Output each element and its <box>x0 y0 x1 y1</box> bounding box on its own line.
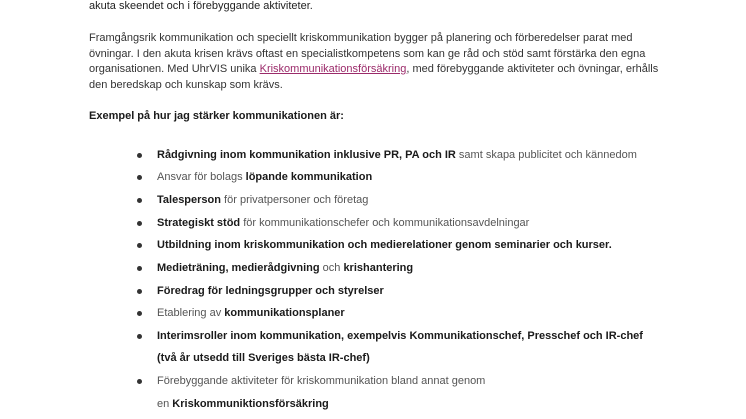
insurance-link[interactable]: Kriskommunikationsförsäkring <box>259 63 407 75</box>
intro-tail-text: akuta skeendet och i förebyggande aktiviteter. <box>89 0 313 12</box>
list-item-continuation: (två år utsedd till Sveriges bästa IR-chef) <box>157 352 370 364</box>
bullet-icon <box>137 198 142 203</box>
list-heading: Exempel på hur jag stärker kommunikationen är: <box>89 110 344 122</box>
bullet-icon <box>137 311 142 316</box>
list-item: Strategiskt stöd för kommunikationschefer och kommunikationsavdelningar <box>157 216 677 232</box>
bullet-icon <box>137 221 142 226</box>
bullet-icon <box>137 266 142 271</box>
list-item: Medieträning, medierådgivning och krishantering <box>157 261 677 277</box>
insurance-paragraph <box>89 31 659 93</box>
list-item: Utbildning inom kriskommunikation och medierelationer genom seminarier och kurser. <box>157 238 677 254</box>
list-item: Föredrag för ledningsgrupper och styrelser <box>157 284 677 300</box>
list-item-continuation: en Kriskommuniktionsförsäkring <box>157 398 329 410</box>
list-item: Ansvar för bolags löpande kommunikation <box>157 170 677 186</box>
paragraph-text-after-link: , med förebyggande aktiviteter och övningar, erhålls den beredskap och kunskap som krävs. <box>89 63 659 91</box>
list-item: Rådgivning inom kommunikation inklusive PR, PA och IR samt skapa publicitet och kännedom <box>157 148 677 164</box>
bullet-icon <box>137 379 142 384</box>
paragraph-text-before-link: Framgångsrik kommunikation och speciellt kriskommunikation bygger på planering och förberedelser parat med övningar. I den akuta krisen krävs oftast en specialistkompetens som kan ge råd och stöd samt förstärka den egna organisationen. Med UhrVIS unika <box>89 32 646 75</box>
bullet-icon <box>137 175 142 180</box>
list-item: Interimsroller inom kommunikation, exempelvis Kommunikationschef, Presschef och IR-chef <box>157 329 677 345</box>
bullet-icon <box>137 153 142 158</box>
list-item: Etablering av kommunikationsplaner <box>157 306 677 322</box>
list-item: Talesperson för privatpersoner och företag <box>157 193 677 209</box>
list-item: Förebyggande aktiviteter för kriskommunikation bland annat genom <box>157 374 677 390</box>
bullet-icon <box>137 243 142 248</box>
bullet-icon <box>137 334 142 339</box>
bullet-icon <box>137 289 142 294</box>
